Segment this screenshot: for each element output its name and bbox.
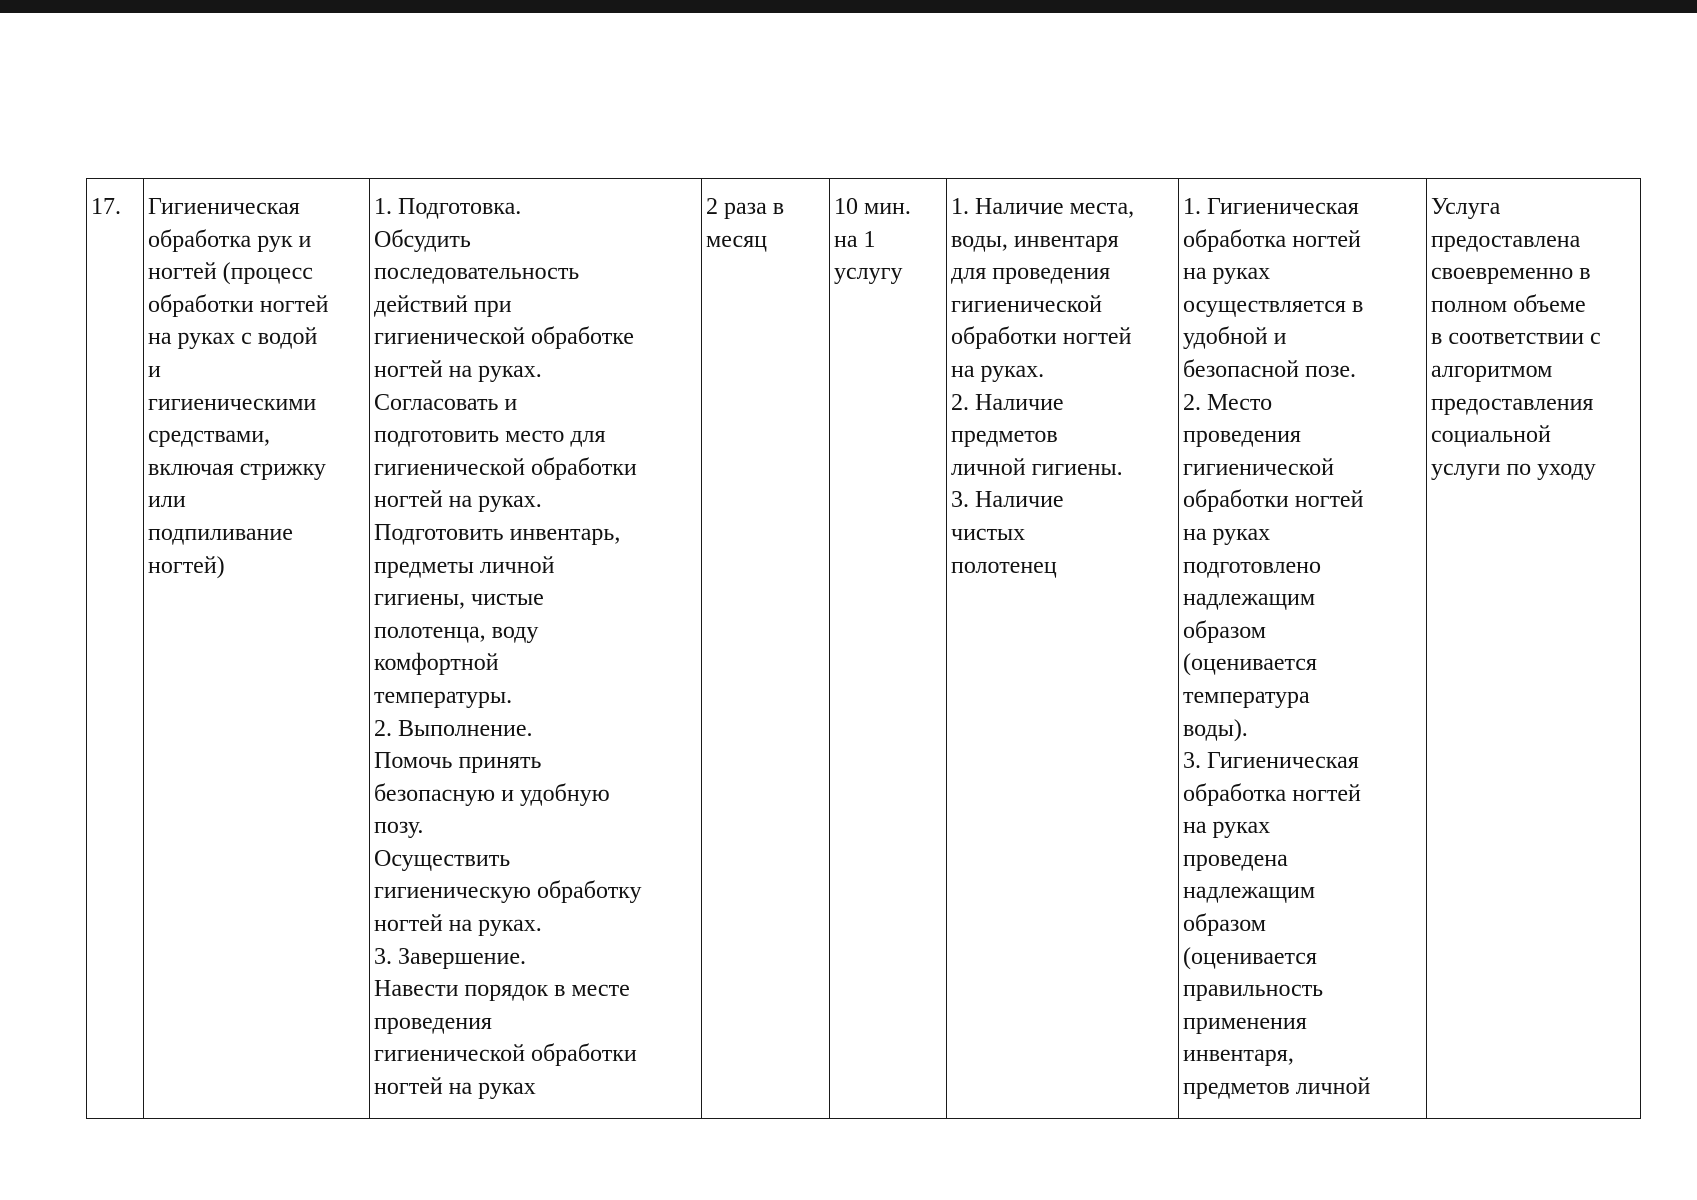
frequency-cell	[702, 179, 830, 1119]
evaluation-cell	[1427, 179, 1641, 1119]
service-name-cell	[144, 179, 370, 1119]
service-procedure: 1. Подготовка. Обсудить последовательность действий при гигиенической обработке ногтей на руках. Согласовать и подготовить место для гигиенической обработки ногтей на руках. Подготовить инвентарь, предметы личной гигиены, чистые полотенца, воду комфортной температуры. 2. Выполнение. Помочь принять безопасную и удобную позу. Осуществить гигиеническую обработку ногтей на руках. 3. Завершение. Навести порядок в месте проведения гигиенической обработки ногтей на руках	[374, 194, 642, 1101]
table-row	[87, 179, 1641, 1119]
service-duration: 10 мин. на 1 услугу	[834, 194, 911, 286]
row-number: 17.	[91, 194, 121, 220]
duration-cell	[830, 179, 947, 1119]
service-name: Гигиеническая обработка рук и ногтей (процесс обработки ногтей на руках с водой и гигиеническими средствами, включая стрижку или подпиливание ногтей)	[148, 194, 329, 579]
conditions-cell	[947, 179, 1179, 1119]
service-conditions: 1. Наличие места, воды, инвентаря для проведения гигиенической обработки ногтей на руках. 2. Наличие предметов личной гигиены. 3. Наличие чистых полотенец	[951, 194, 1135, 579]
row-number-cell	[87, 179, 144, 1119]
service-frequency: 2 раза в месяц	[706, 194, 785, 253]
scan-edge-bar	[0, 0, 1697, 13]
procedure-cell	[370, 179, 702, 1119]
service-quality-indicators: 1. Гигиеническая обработка ногтей на руках осуществляется в удобной и безопасной позе. 2. Место проведения гигиенической обработки ногтей на руках подготовлено надлежащим образом (оценивается температура воды). 3. Гигиеническая обработка ногтей на руках проведена надлежащим образом (оценивается правильность применения инвентаря, предметов личной	[1183, 194, 1371, 1101]
quality-cell	[1179, 179, 1427, 1119]
service-evaluation: Услуга предоставлена своевременно в полном объеме в соответствии с алгоритмом предоставления социальной услуги по уходу	[1431, 194, 1601, 481]
services-table	[86, 178, 1641, 1119]
